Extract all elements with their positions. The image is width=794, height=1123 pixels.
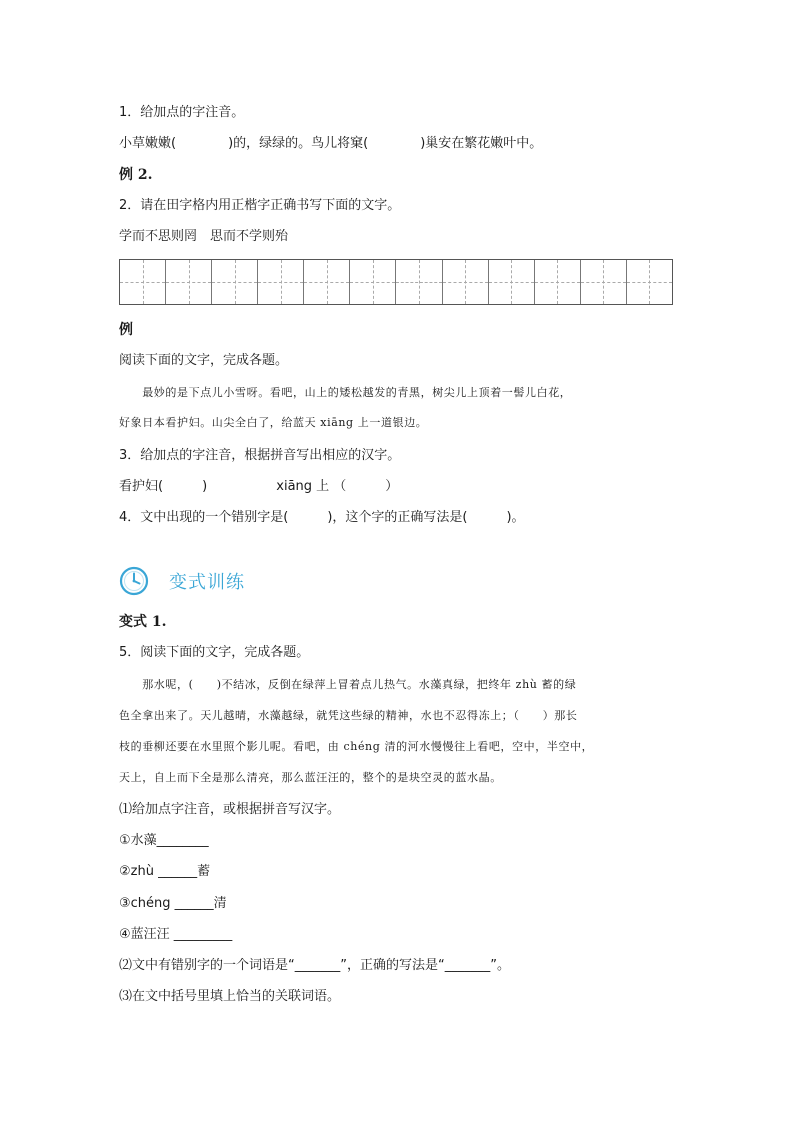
section-title: 变式训练 bbox=[169, 572, 245, 593]
reading1-paragraph-line2: 好象日本看护妇。山尖全白了，给蓝天 xiāng 上一道银边。 bbox=[119, 416, 428, 429]
grid-cell[interactable] bbox=[443, 260, 489, 304]
grid-cell[interactable] bbox=[489, 260, 535, 304]
reading1-paragraph-line1: 最妙的是下点儿小雪呀。看吧，山上的矮松越发的青黑，树尖儿上顶着一髻儿白花， bbox=[119, 386, 572, 399]
grid-cell[interactable] bbox=[627, 260, 672, 304]
tianzige-grid bbox=[119, 259, 673, 305]
q5-sub3: ⑶在文中括号里填上恰当的关联词语。 bbox=[119, 989, 341, 1004]
q5-item4: ④蓝汪汪 _________ bbox=[119, 927, 233, 942]
q5-item3: ③chéng ______清 bbox=[119, 896, 227, 911]
reading1-intro: 阅读下面的文字，完成各题。 bbox=[119, 353, 289, 368]
grid-cell[interactable] bbox=[120, 260, 166, 304]
q2-title: 2．请在田字格内用正楷字正确书写下面的文字。 bbox=[119, 198, 401, 213]
section-header bbox=[119, 565, 245, 597]
q5-paragraph-line1: 那水呢，( )不结冰，反倒在绿萍上冒着点儿热气。水藻真绿，把终年 zhù 蓄的绿 bbox=[119, 678, 577, 691]
q2-text: 学而不思则罔 思而不学则殆 bbox=[119, 229, 289, 244]
grid-cell[interactable] bbox=[166, 260, 212, 304]
grid-cell[interactable] bbox=[396, 260, 442, 304]
q3-title: 3．给加点的字注音，根据拼音写出相应的汉字。 bbox=[119, 448, 401, 463]
q5-sub2: ⑵文中有错别字的一个词语是“_______”，正确的写法是“_______”。 bbox=[119, 958, 510, 973]
q5-paragraph-line3: 枝的垂柳还要在水里照个影儿呢。看吧，由 chéng 清的河水慢慢往上看吧，空中，半空中， bbox=[119, 740, 594, 753]
example-3-label: 例 bbox=[119, 322, 133, 338]
grid-cell[interactable] bbox=[212, 260, 258, 304]
grid-cell[interactable] bbox=[535, 260, 581, 304]
grid-cell[interactable] bbox=[350, 260, 396, 304]
grid-cell[interactable] bbox=[304, 260, 350, 304]
clock-icon bbox=[119, 566, 149, 596]
q5-sub1: ⑴给加点字注音，或根据拼音写汉字。 bbox=[119, 802, 341, 817]
grid-cell[interactable] bbox=[258, 260, 304, 304]
q5-paragraph-line4: 天上，自上而下全是那么清亮，那么蓝汪汪的，整个的是块空灵的蓝水晶。 bbox=[119, 771, 502, 784]
example-2-label: 例 2. bbox=[119, 167, 153, 183]
variant-1-label: 变式 1. bbox=[119, 614, 167, 630]
q1-title: 1．给加点的字注音。 bbox=[119, 105, 245, 120]
q5-paragraph-line2: 色全拿出来了。天儿越晴，水藻越绿，就凭这些绿的精神，水也不忍得冻上；（ ）那长 bbox=[119, 709, 578, 722]
q5-title: 5．阅读下面的文字，完成各题。 bbox=[119, 645, 310, 660]
grid-cell[interactable] bbox=[581, 260, 627, 304]
q5-item1: ①水藻________ bbox=[119, 833, 209, 848]
q1-text: 小草嫩嫩( )的，绿绿的。鸟儿将窠( )巢安在繁花嫩叶中。 bbox=[119, 136, 543, 151]
q5-item2: ②zhù ______蓄 bbox=[119, 864, 211, 879]
q4-text: 4．文中出现的一个错别字是( )，这个字的正确写法是( )。 bbox=[119, 510, 525, 525]
q3-text: 看护妇( ) xiāng 上 （ ） bbox=[119, 479, 399, 494]
